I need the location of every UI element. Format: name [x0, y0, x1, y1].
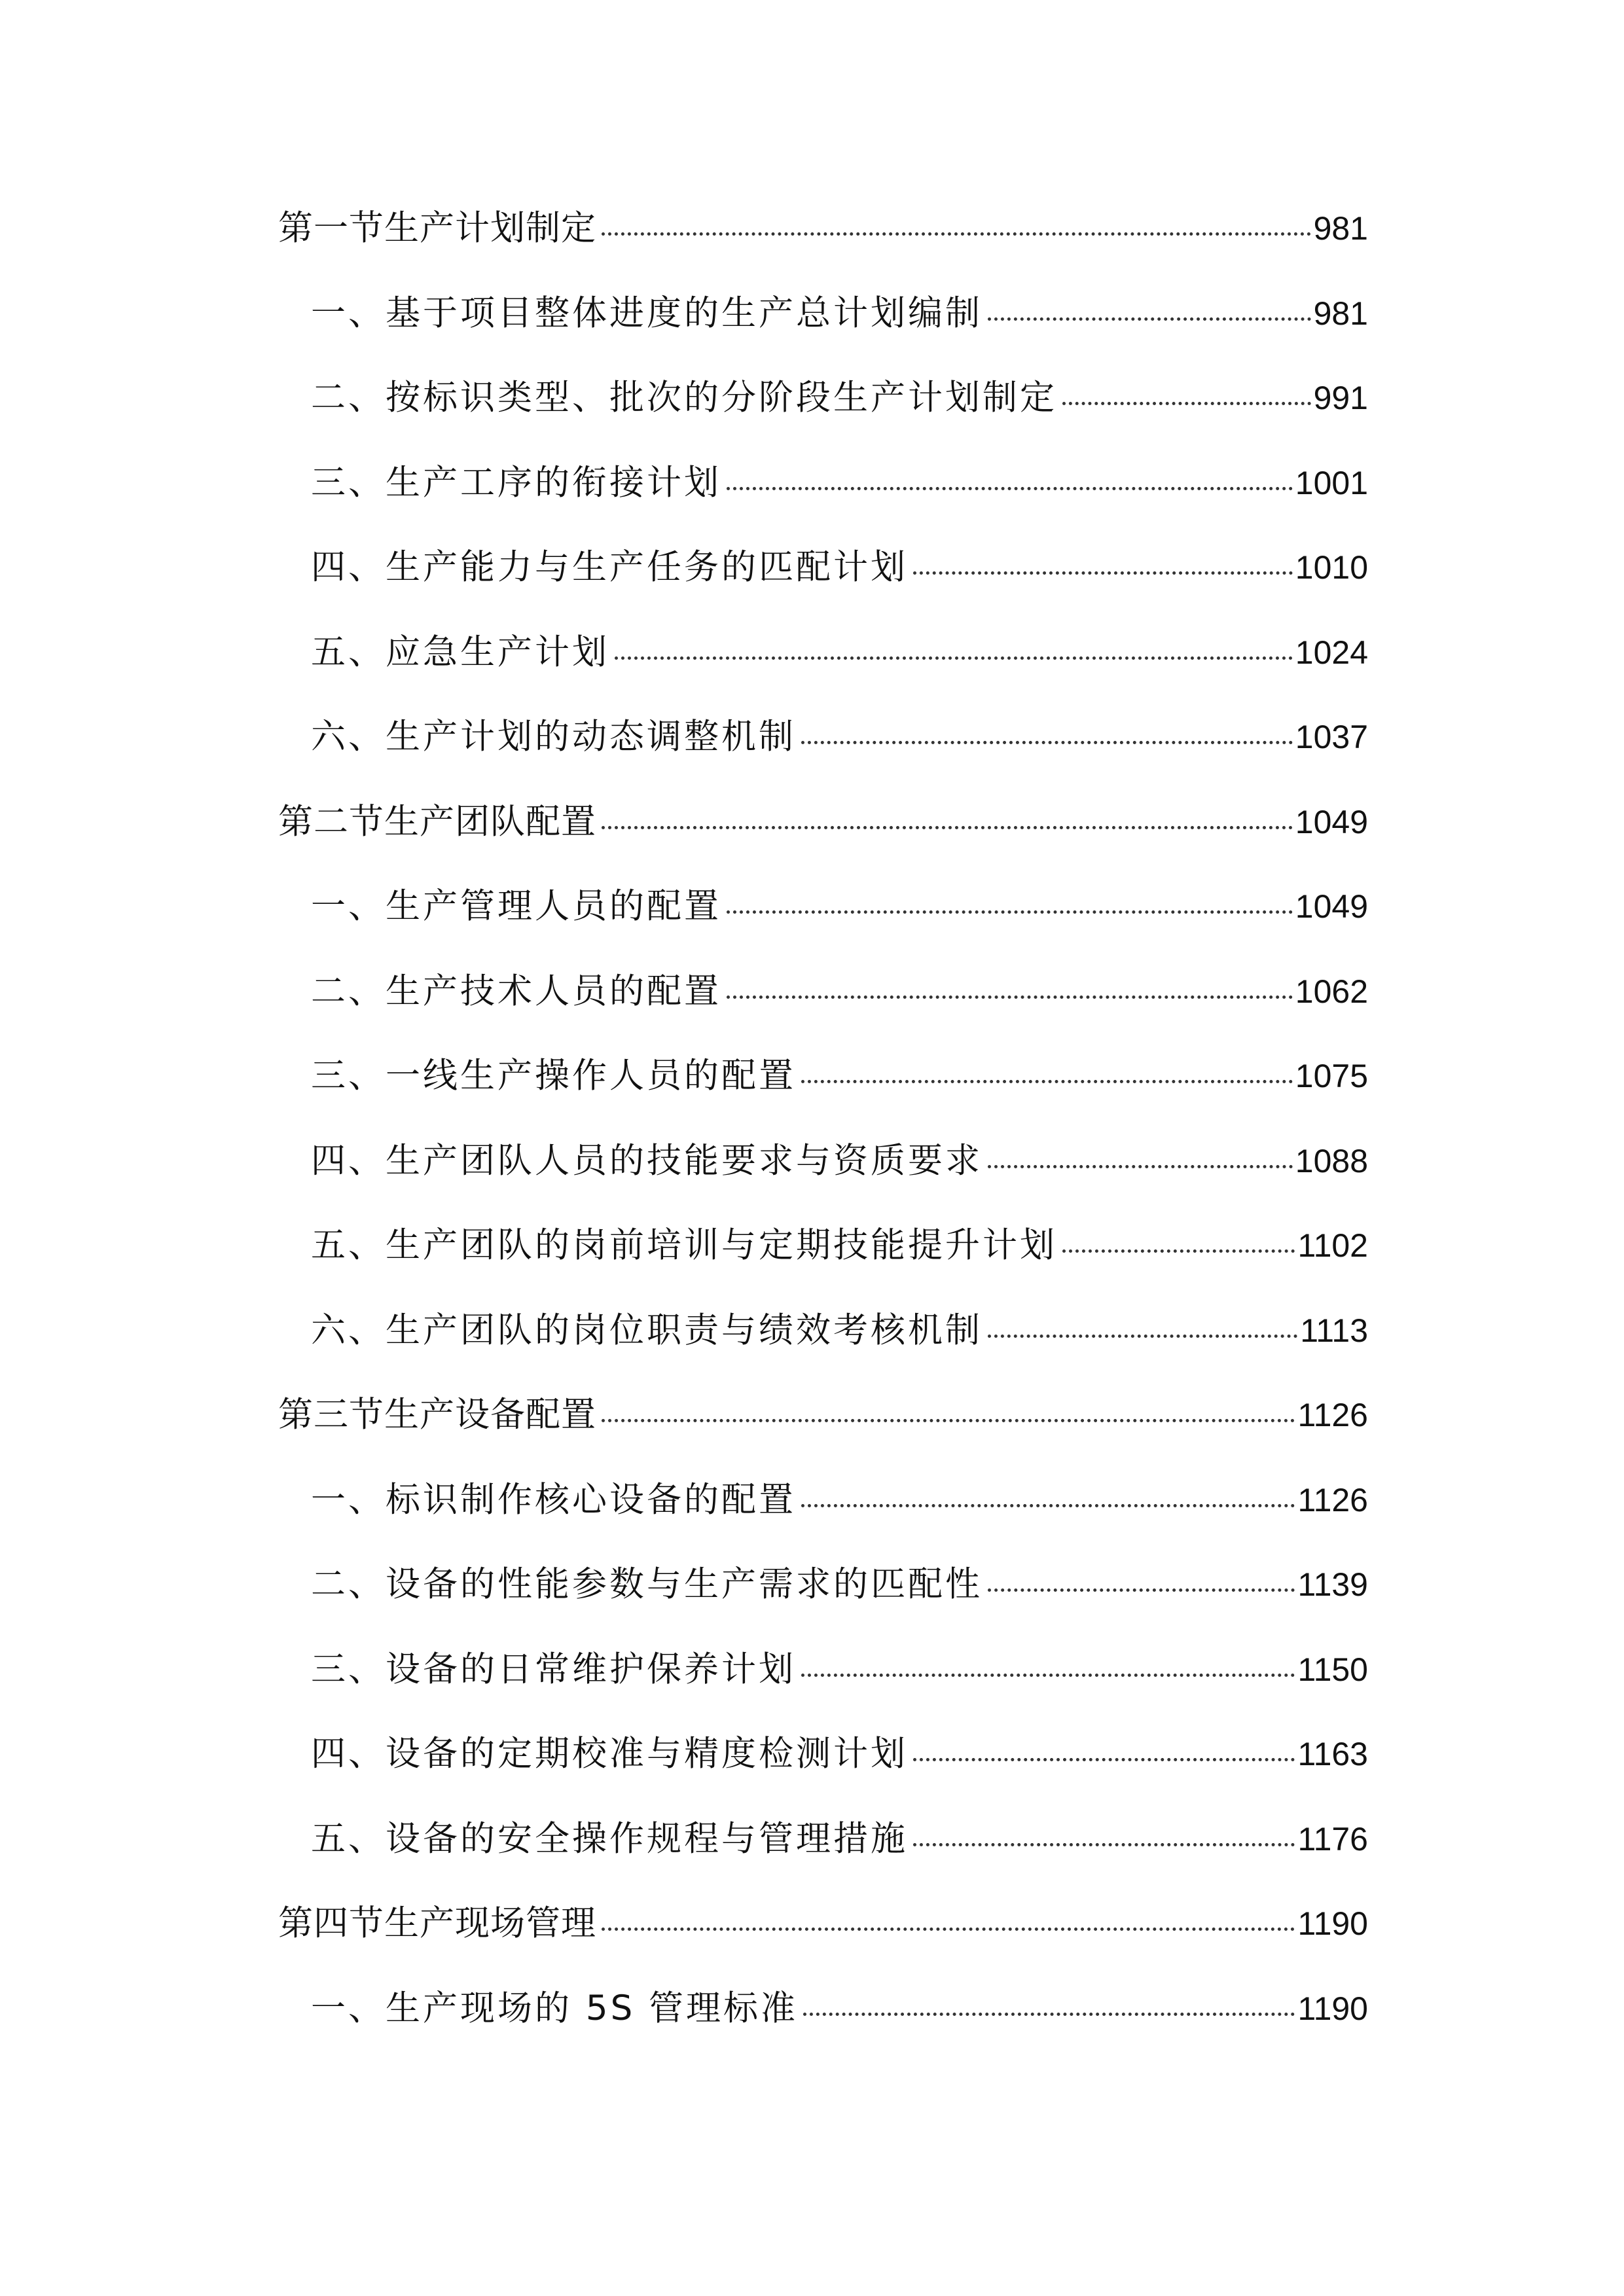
toc-subsection-row[interactable]	[278, 547, 1368, 635]
dot-leader	[913, 1843, 1295, 1846]
toc-entry-page-number: 1049	[1295, 803, 1368, 840]
toc-entry-page-number: 1075	[1295, 1058, 1368, 1094]
dot-leader	[602, 232, 1311, 236]
dot-leader	[602, 826, 1293, 829]
toc-entry-page-number: 1049	[1295, 888, 1368, 925]
toc-subsection-row[interactable]	[278, 1140, 1368, 1229]
toc-entry-page-number: 1176	[1297, 1820, 1368, 1857]
toc-subsection-row[interactable]	[278, 719, 1368, 804]
toc-entry-page-number: 981	[1313, 210, 1368, 247]
toc-entry-title: 一、标识制作核心设备的配置	[311, 1479, 796, 1520]
toc-entry-page-number: 1102	[1297, 1227, 1368, 1264]
toc-subsection-row[interactable]	[278, 462, 1368, 550]
dot-leader	[615, 656, 1293, 660]
dot-leader	[988, 1588, 1295, 1592]
toc-entry-page-number: 1150	[1297, 1651, 1368, 1688]
toc-subsection-row[interactable]	[278, 380, 1368, 465]
toc-subsection-row[interactable]	[278, 1058, 1368, 1143]
dot-leader	[801, 1504, 1295, 1507]
toc-entry-title: 一、生产管理人员的配置	[311, 886, 721, 926]
dot-leader	[913, 571, 1293, 575]
toc-entry-title: 四、生产能力与生产任务的匹配计划	[311, 547, 908, 587]
toc-entry-page-number: 1126	[1297, 1481, 1368, 1518]
toc-entry-title: 第一节生产计划制定	[278, 208, 596, 248]
toc-entry-title: 五、设备的安全操作规程与管理措施	[311, 1818, 908, 1859]
dot-leader	[988, 1165, 1293, 1168]
toc-subsection-row[interactable]	[278, 1736, 1368, 1821]
toc-entry-title: 三、生产工序的衔接计划	[311, 462, 721, 503]
toc-entry-title: 五、生产团队的岗前培训与定期技能提升计划	[311, 1225, 1057, 1265]
toc-entry-title: 二、设备的性能参数与生产需求的匹配性	[311, 1564, 983, 1604]
dot-leader	[988, 1335, 1297, 1338]
dot-leader	[602, 1928, 1295, 1931]
toc-entry-title: 第三节生产设备配置	[278, 1395, 596, 1435]
toc-entry-page-number: 1190	[1297, 1905, 1368, 1942]
toc-entry-title: 二、生产技术人员的配置	[311, 971, 721, 1011]
toc-entry-page-number: 1088	[1295, 1142, 1368, 1179]
dot-leader	[988, 317, 1311, 321]
toc-entry-title: 五、应急生产计划	[311, 632, 609, 672]
toc-entry-title: 三、设备的日常维护保养计划	[311, 1649, 796, 1689]
dot-leader	[1062, 1249, 1295, 1253]
toc-entry-page-number: 1024	[1295, 634, 1368, 671]
toc-entry-title: 六、生产计划的动态调整机制	[311, 717, 796, 757]
toc-entry-page-number: 1010	[1295, 549, 1368, 586]
toc-entry-title: 四、设备的定期校准与精度检测计划	[311, 1734, 908, 1774]
toc-subsection-row[interactable]	[278, 1649, 1368, 1737]
dot-leader	[602, 1419, 1295, 1422]
toc-section-row[interactable]	[278, 208, 1368, 296]
dot-leader	[801, 1080, 1293, 1083]
dot-leader	[913, 1758, 1295, 1761]
toc-subsection-row[interactable]	[278, 1564, 1368, 1652]
toc-entry-title: 四、生产团队人员的技能要求与资质要求	[311, 1140, 983, 1181]
toc-entry-page-number: 1001	[1295, 464, 1368, 501]
toc-entry-page-number: 1062	[1295, 973, 1368, 1010]
toc-subsection-row[interactable]	[278, 632, 1368, 720]
toc-entry-title: 三、一线生产操作人员的配置	[311, 1056, 796, 1096]
toc-subsection-row[interactable]	[278, 1988, 1368, 2076]
dot-leader	[801, 741, 1293, 744]
toc-entry-title: 一、生产现场的 5S 管理标准	[311, 1988, 799, 2028]
dot-leader	[803, 2013, 1295, 2016]
toc-entry-page-number: 991	[1313, 380, 1368, 416]
toc-section-row[interactable]	[278, 801, 1368, 889]
toc-subsection-row[interactable]	[278, 1479, 1368, 1568]
toc-subsection-row[interactable]	[278, 293, 1368, 381]
dot-leader	[1062, 402, 1311, 405]
toc-section-row[interactable]	[278, 1397, 1368, 1482]
toc-entry-page-number: 1139	[1297, 1566, 1368, 1603]
toc-subsection-row[interactable]	[278, 1225, 1368, 1313]
toc-entry-page-number: 1126	[1297, 1397, 1368, 1433]
toc-entry-page-number: 1037	[1295, 719, 1368, 755]
toc-subsection-row[interactable]	[278, 886, 1368, 974]
toc-entry-page-number: 1190	[1297, 1990, 1368, 2027]
toc-section-row[interactable]	[278, 1903, 1368, 1991]
toc-entry-page-number: 981	[1313, 295, 1368, 332]
dot-leader	[801, 1674, 1295, 1677]
dot-leader	[727, 910, 1293, 914]
toc-entry-title: 第二节生产团队配置	[278, 801, 596, 842]
toc-entry-title: 一、基于项目整体进度的生产总计划编制	[311, 293, 983, 333]
toc-entry-title: 第四节生产现场管理	[278, 1903, 596, 1943]
toc-entry-page-number: 1163	[1297, 1736, 1368, 1772]
dot-leader	[727, 996, 1293, 999]
toc-subsection-row[interactable]	[278, 1818, 1368, 1907]
toc-entry-title: 二、按标识类型、批次的分阶段生产计划制定	[311, 378, 1057, 418]
toc-subsection-row[interactable]	[278, 971, 1368, 1059]
toc-entry-page-number: 1113	[1300, 1312, 1368, 1349]
dot-leader	[727, 487, 1293, 490]
toc-entry-title: 六、生产团队的岗位职责与绩效考核机制	[311, 1310, 983, 1350]
table-of-contents	[278, 208, 1368, 2075]
toc-subsection-row[interactable]	[278, 1310, 1368, 1398]
